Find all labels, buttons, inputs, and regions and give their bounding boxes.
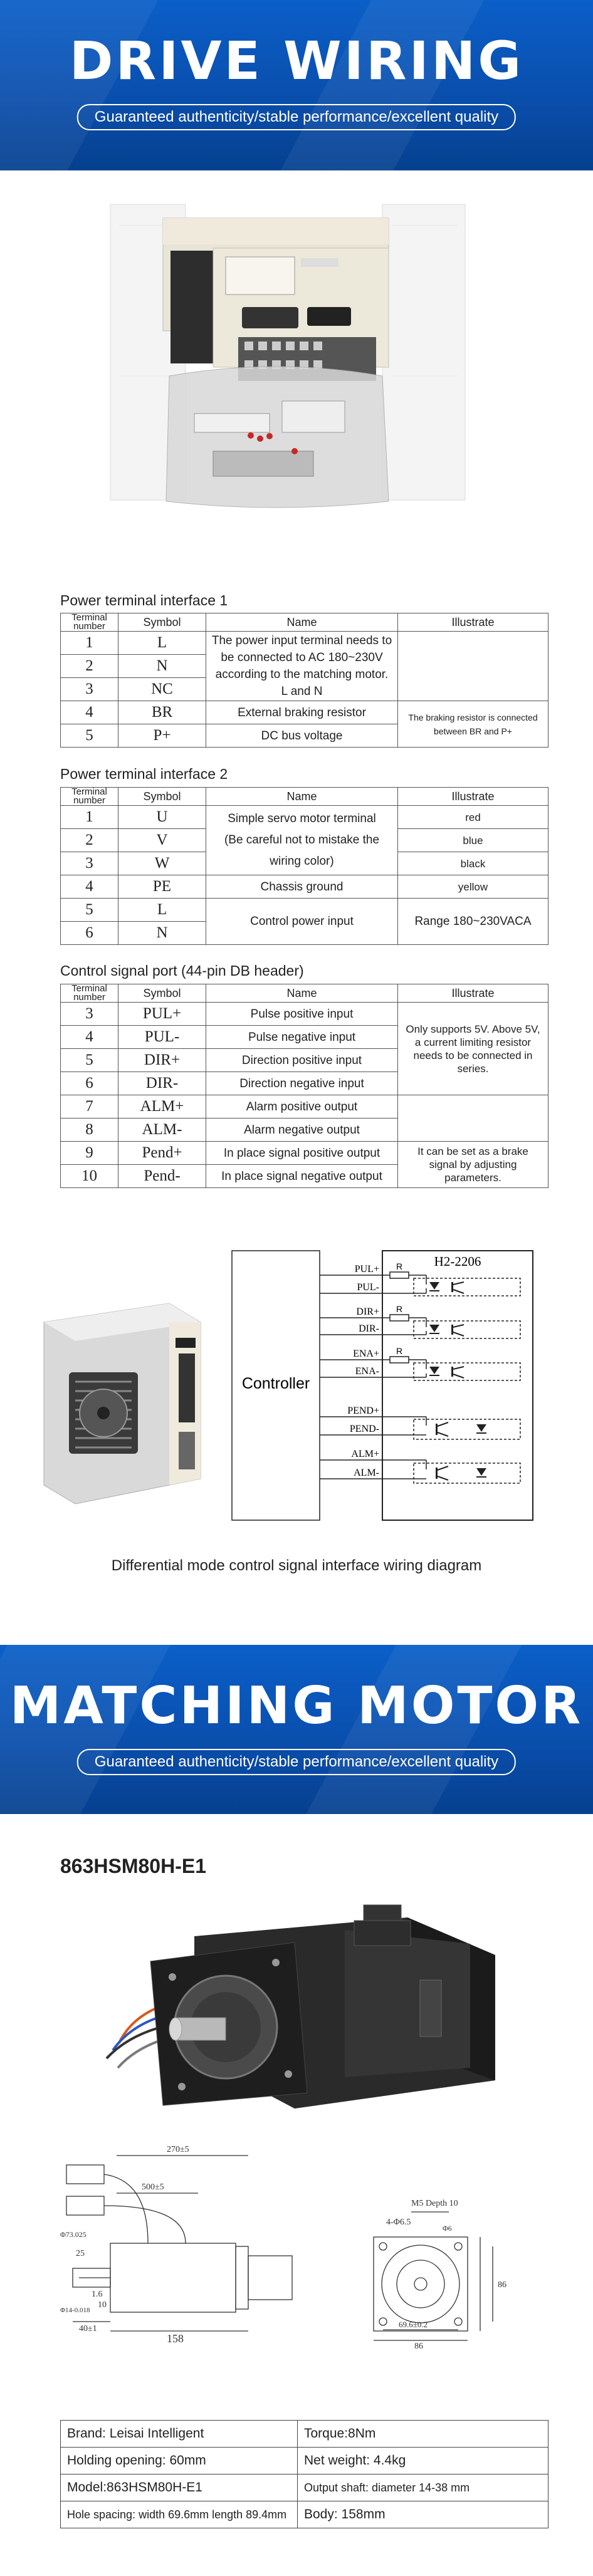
- terminal-number: 5: [61, 1049, 118, 1072]
- dimension-label: Φ14-0.018: [60, 2307, 90, 2314]
- header-terminal-number: Terminal number: [61, 984, 118, 1003]
- motor-photo: [69, 1886, 520, 2124]
- banner-title: DRIVE WIRING: [69, 30, 524, 91]
- power-terminal-1-title: Power terminal interface 1: [60, 592, 228, 608]
- terminal-symbol: N: [118, 922, 206, 945]
- terminal-name: Alarm positive output: [206, 1095, 398, 1119]
- dimension-label: 40±1: [79, 2324, 97, 2334]
- terminal-number: 5: [61, 724, 118, 748]
- spec-row: [61, 2448, 548, 2474]
- terminal-symbol: ALM-: [118, 1119, 206, 1142]
- banner-tagline: Guaranteed authenticity/stable performance/excellent quality: [77, 104, 516, 130]
- spec-cell: Torque:8Nm: [298, 2421, 548, 2448]
- control-port-title: Control signal port (44-pin DB header): [60, 962, 304, 979]
- terminal-symbol: ALM+: [118, 1095, 206, 1119]
- dimension-label: 69.6±0.2: [399, 2320, 428, 2329]
- terminal-number: 2: [61, 829, 118, 852]
- terminal-number: 8: [61, 1119, 118, 1142]
- signal-label: PUL+: [354, 1264, 379, 1275]
- header-terminal-number: Terminal number: [61, 788, 118, 806]
- terminal-name: Pulse negative input: [206, 1026, 398, 1049]
- terminal-illustrate: blue: [398, 829, 548, 852]
- terminal-number: 3: [61, 1003, 118, 1026]
- driver-photo: [100, 188, 476, 564]
- terminal-number: 10: [61, 1165, 118, 1188]
- header-symbol: Symbol: [118, 788, 206, 806]
- header-terminal-number: Terminal number: [61, 613, 118, 632]
- header-name: Name: [206, 984, 398, 1003]
- table-header-row: [61, 613, 548, 632]
- dimension-label: 1.6: [92, 2290, 103, 2299]
- terminal-name: Control power input: [206, 899, 398, 945]
- controller-label: Controller: [241, 1375, 310, 1392]
- table-row: [61, 899, 548, 922]
- power-terminal-2-title: Power terminal interface 2: [60, 766, 228, 782]
- drive-wiring-banner: [0, 0, 593, 170]
- terminal-name: Direction negative input: [206, 1072, 398, 1095]
- table-header-row: [61, 788, 548, 806]
- control-port-table: [60, 984, 548, 1188]
- terminal-symbol: PUL-: [118, 1026, 206, 1049]
- terminal-name: External braking resistor: [206, 701, 398, 724]
- driver-model-label: H2-2206: [434, 1254, 481, 1269]
- signal-label: DIR+: [356, 1306, 379, 1317]
- terminal-number: 4: [61, 701, 118, 724]
- terminal-number: 7: [61, 1095, 118, 1119]
- signal-label: ALM-: [354, 1468, 379, 1478]
- header-illustrate: Illustrate: [398, 788, 548, 806]
- diagram-caption: Differential mode control signal interface wiring diagram: [111, 1557, 482, 1574]
- terminal-symbol: V: [118, 829, 206, 852]
- signal-label: ENA+: [353, 1348, 379, 1359]
- terminal-illustrate: Only supports 5V. Above 5V, a current limiting resistor needs to be connected in series.: [398, 1003, 548, 1095]
- terminal-name: The power input terminal needs to be connected to AC 180~230V according to the matching motor. L and N: [206, 632, 398, 701]
- signal-label: ALM+: [351, 1449, 379, 1459]
- table-row: [61, 701, 548, 724]
- terminal-symbol: L: [118, 899, 206, 922]
- terminal-number: 5: [61, 899, 118, 922]
- terminal-name: Chassis ground: [206, 875, 398, 899]
- spec-row: [61, 2474, 548, 2501]
- table-header-row: [61, 984, 548, 1003]
- terminal-illustrate: Range 180~230VACA: [398, 899, 548, 945]
- terminal-name: Direction positive input: [206, 1049, 398, 1072]
- signal-label: PEND+: [347, 1405, 379, 1416]
- dimension-label: 158: [167, 2332, 184, 2345]
- signal-label: ENA-: [355, 1366, 379, 1377]
- dimension-label: Φ73.025: [60, 2230, 87, 2239]
- terminal-number: 4: [61, 875, 118, 899]
- dimension-label: M5 Depth 10: [411, 2199, 458, 2208]
- table-row: [61, 1003, 548, 1026]
- table-row: [61, 632, 548, 655]
- spec-cell: Model:863HSM80H-E1: [61, 2474, 298, 2501]
- dimension-label: 25: [76, 2249, 85, 2258]
- terminal-number: 9: [61, 1142, 118, 1165]
- terminal-number: 6: [61, 1072, 118, 1095]
- terminal-symbol: U: [118, 806, 206, 829]
- terminal-illustrate: [398, 1095, 548, 1142]
- terminal-number: 1: [61, 632, 118, 655]
- banner-title: MATCHING MOTOR: [9, 1676, 584, 1736]
- terminal-symbol: NC: [118, 678, 206, 701]
- signal-label: PEND-: [349, 1424, 379, 1434]
- terminal-number: 3: [61, 852, 118, 875]
- terminal-name: Alarm negative output: [206, 1119, 398, 1142]
- terminal-illustrate: black: [398, 852, 548, 875]
- terminal-symbol: BR: [118, 701, 206, 724]
- terminal-symbol: N: [118, 655, 206, 678]
- header-symbol: Symbol: [118, 613, 206, 632]
- dimension-label: 4-Φ6.5: [386, 2218, 411, 2227]
- dimension-label: Φ6: [443, 2224, 452, 2233]
- header-name: Name: [206, 788, 398, 806]
- spec-row: [61, 2421, 548, 2448]
- dimension-label: 10: [98, 2300, 107, 2310]
- dimension-label: 500±5: [142, 2182, 164, 2192]
- terminal-symbol: PUL+: [118, 1003, 206, 1026]
- driver-side-photo: [25, 1278, 213, 1516]
- power-terminal-2-table: [60, 787, 548, 945]
- spec-row: [61, 2501, 548, 2528]
- spec-cell: Holding opening: 60mm: [61, 2448, 298, 2474]
- terminal-illustrate: It can be set as a brake signal by adjusting parameters.: [398, 1142, 548, 1188]
- spec-cell: Body: 158mm: [298, 2501, 548, 2528]
- header-illustrate: Illustrate: [398, 984, 548, 1003]
- motor-spec-table: [60, 2420, 548, 2528]
- header-symbol: Symbol: [118, 984, 206, 1003]
- spec-cell: Hole spacing: width 69.6mm length 89.4mm: [61, 2501, 298, 2528]
- terminal-illustrate: red: [398, 806, 548, 829]
- motor-dimension-drawing: [60, 2130, 548, 2350]
- table-row: [61, 1095, 548, 1119]
- power-terminal-1-table: [60, 613, 548, 748]
- dimension-label: 86: [498, 2280, 506, 2290]
- terminal-number: 2: [61, 655, 118, 678]
- wiring-diagram: [226, 1247, 539, 1529]
- terminal-symbol: Pend+: [118, 1142, 206, 1165]
- terminal-symbol: DIR-: [118, 1072, 206, 1095]
- resistor-label: R: [396, 1346, 403, 1356]
- table-row: [61, 1142, 548, 1165]
- table-row: [61, 806, 548, 829]
- terminal-symbol: Pend-: [118, 1165, 206, 1188]
- dimension-label: 86: [414, 2342, 423, 2350]
- terminal-number: 3: [61, 678, 118, 701]
- terminal-number: 1: [61, 806, 118, 829]
- terminal-name: Simple servo motor terminal (Be careful not to mistake the wiring color): [206, 806, 398, 875]
- spec-cell: Brand: Leisai Intelligent: [61, 2421, 298, 2448]
- table-row: [61, 875, 548, 899]
- matching-motor-banner: [0, 1645, 593, 1814]
- terminal-illustrate: yellow: [398, 875, 548, 899]
- terminal-illustrate: The braking resistor is connected between BR and P+: [398, 701, 548, 748]
- terminal-name: In place signal positive output: [206, 1142, 398, 1165]
- spec-cell: Output shaft: diameter 14-38 mm: [298, 2474, 548, 2501]
- resistor-label: R: [396, 1304, 403, 1314]
- terminal-illustrate: [398, 632, 548, 701]
- motor-model-label: 863HSM80H-E1: [60, 1855, 206, 1877]
- terminal-symbol: DIR+: [118, 1049, 206, 1072]
- terminal-symbol: P+: [118, 724, 206, 748]
- terminal-name: In place signal negative output: [206, 1165, 398, 1188]
- terminal-symbol: L: [118, 632, 206, 655]
- header-illustrate: Illustrate: [398, 613, 548, 632]
- banner-tagline: Guaranteed authenticity/stable performance/excellent quality: [77, 1749, 516, 1775]
- spec-cell: Net weight: 4.4kg: [298, 2448, 548, 2474]
- terminal-number: 4: [61, 1026, 118, 1049]
- terminal-name: DC bus voltage: [206, 724, 398, 748]
- terminal-symbol: PE: [118, 875, 206, 899]
- terminal-symbol: W: [118, 852, 206, 875]
- terminal-name: Pulse positive input: [206, 1003, 398, 1026]
- signal-label: DIR-: [359, 1323, 379, 1334]
- dimension-label: 270±5: [167, 2145, 189, 2154]
- header-name: Name: [206, 613, 398, 632]
- signal-label: PUL-: [357, 1282, 379, 1293]
- terminal-number: 6: [61, 922, 118, 945]
- resistor-label: R: [396, 1261, 403, 1271]
